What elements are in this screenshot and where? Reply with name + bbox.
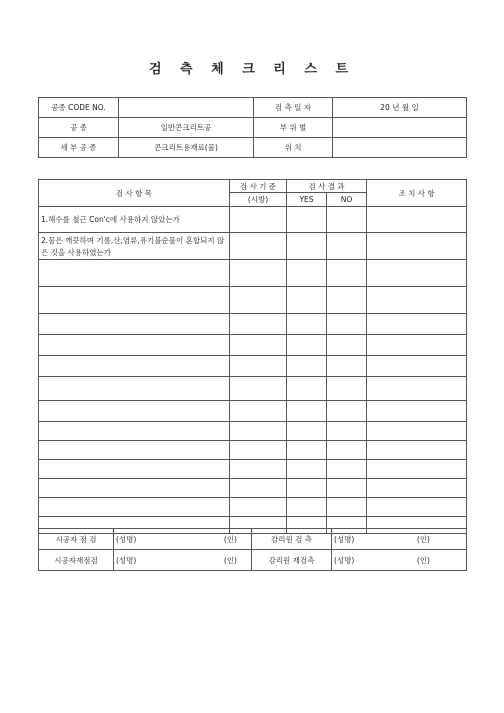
header-row-1 — [39, 180, 467, 193]
no-label: NO — [327, 193, 367, 207]
standard-cell[interactable] — [230, 260, 287, 287]
table-row — [39, 287, 467, 314]
standard-cell[interactable] — [230, 498, 287, 517]
location-value[interactable] — [333, 138, 467, 158]
table-row — [39, 422, 467, 441]
yes-label: YES — [287, 193, 327, 207]
action-cell[interactable] — [367, 233, 467, 260]
table-row — [39, 233, 467, 260]
item-text: 1.해수를 철근 Con'c에 사용하지 않았는가 — [39, 207, 230, 233]
no-cell[interactable] — [327, 207, 367, 233]
yes-cell[interactable] — [287, 233, 327, 260]
action-cell[interactable] — [367, 287, 467, 314]
item-text[interactable] — [39, 314, 230, 335]
action-cell[interactable] — [367, 441, 467, 460]
code-value[interactable] — [119, 98, 254, 118]
table-row — [39, 498, 467, 517]
item-text: 2.물은 깨끗하며 기름,산,염류,유기불순물이 혼합되지 않은 것을 사용하였는가 — [39, 233, 230, 260]
yes-cell[interactable] — [287, 260, 327, 287]
standard-cell[interactable] — [230, 356, 287, 377]
item-header: 검 사 항 목 — [39, 180, 230, 207]
standard-sub: (시방) — [230, 193, 287, 207]
no-cell[interactable] — [327, 460, 367, 479]
yes-cell[interactable] — [287, 287, 327, 314]
action-header: 조 치 사 항 — [367, 180, 467, 207]
yes-cell[interactable] — [287, 479, 327, 498]
table-row — [39, 479, 467, 498]
sign-row-1 — [39, 529, 467, 550]
contractor-check-name[interactable]: (성명) — [114, 529, 182, 550]
supervisor-check-name[interactable]: (성명) — [332, 529, 400, 550]
yes-cell[interactable] — [287, 207, 327, 233]
contractor-recheck-label: 시공자재점검 — [39, 550, 114, 571]
no-cell[interactable] — [327, 260, 367, 287]
part-label: 부 위 별 — [254, 118, 333, 138]
standard-cell[interactable] — [230, 233, 287, 260]
item-text[interactable] — [39, 377, 230, 401]
standard-cell[interactable] — [230, 441, 287, 460]
action-cell[interactable] — [367, 356, 467, 377]
no-cell[interactable] — [327, 422, 367, 441]
table-row — [39, 356, 467, 377]
no-cell[interactable] — [327, 356, 367, 377]
info-row-detail — [39, 138, 467, 158]
item-text[interactable] — [39, 441, 230, 460]
info-row-code — [39, 98, 467, 118]
table-row — [39, 460, 467, 479]
contractor-recheck-name[interactable]: (성명) — [114, 550, 182, 571]
action-cell[interactable] — [367, 401, 467, 422]
no-cell[interactable] — [327, 401, 367, 422]
date-label: 검 측 일 자 — [254, 98, 333, 118]
yes-cell[interactable] — [287, 401, 327, 422]
action-cell[interactable] — [367, 422, 467, 441]
action-cell[interactable] — [367, 479, 467, 498]
standard-cell[interactable] — [230, 207, 287, 233]
item-text[interactable] — [39, 401, 230, 422]
standard-cell[interactable] — [230, 422, 287, 441]
code-label: 공종 CODE NO. — [39, 98, 119, 118]
action-cell[interactable] — [367, 207, 467, 233]
supervisor-check-label: 감리원 검 측 — [252, 529, 332, 550]
yes-cell[interactable] — [287, 377, 327, 401]
sign-row-2 — [39, 550, 467, 571]
contractor-check-label: 시공자 점 검 — [39, 529, 114, 550]
no-cell[interactable] — [327, 441, 367, 460]
item-text[interactable] — [39, 356, 230, 377]
action-cell[interactable] — [367, 335, 467, 356]
table-row — [39, 441, 467, 460]
action-cell[interactable] — [367, 377, 467, 401]
date-value[interactable]: 20 년 월 일 — [333, 98, 467, 118]
standard-header: 검 사 기 준 — [230, 180, 287, 193]
detail-label: 세 부 공 종 — [39, 138, 119, 158]
yes-cell[interactable] — [287, 441, 327, 460]
item-text[interactable] — [39, 479, 230, 498]
yes-cell[interactable] — [287, 335, 327, 356]
table-row — [39, 377, 467, 401]
action-cell[interactable] — [367, 260, 467, 287]
supervisor-recheck-name[interactable]: (성명) — [332, 550, 400, 571]
item-text[interactable] — [39, 287, 230, 314]
standard-cell[interactable] — [230, 314, 287, 335]
no-cell[interactable] — [327, 233, 367, 260]
contractor-check-seal[interactable]: (인) — [182, 529, 252, 550]
standard-cell[interactable] — [230, 460, 287, 479]
yes-cell[interactable] — [287, 356, 327, 377]
item-text[interactable] — [39, 260, 230, 287]
yes-cell[interactable] — [287, 422, 327, 441]
no-cell[interactable] — [327, 335, 367, 356]
item-text[interactable] — [39, 422, 230, 441]
standard-cell[interactable] — [230, 287, 287, 314]
contractor-recheck-seal[interactable]: (인) — [182, 550, 252, 571]
item-text[interactable] — [39, 335, 230, 356]
info-row-work — [39, 118, 467, 138]
action-cell[interactable] — [367, 498, 467, 517]
yes-cell[interactable] — [287, 498, 327, 517]
standard-cell[interactable] — [230, 479, 287, 498]
inspection-table — [38, 179, 467, 534]
info-table — [38, 97, 467, 158]
table-row — [39, 260, 467, 287]
page-title: 검 측 체 크 리 스 트 — [148, 62, 356, 77]
action-cell[interactable] — [367, 314, 467, 335]
work-value[interactable]: 일반콘크리트공 — [119, 118, 254, 138]
result-header: 검 사 결 과 — [287, 180, 367, 193]
table-row — [39, 207, 467, 233]
item-text[interactable] — [39, 498, 230, 517]
no-cell[interactable] — [327, 287, 367, 314]
table-row — [39, 401, 467, 422]
work-label: 공 종 — [39, 118, 119, 138]
yes-cell[interactable] — [287, 314, 327, 335]
supervisor-check-seal[interactable]: (인) — [400, 529, 467, 550]
supervisor-recheck-label: 감리원 재검측 — [252, 550, 332, 571]
no-cell[interactable] — [327, 498, 367, 517]
standard-cell[interactable] — [230, 335, 287, 356]
table-row — [39, 314, 467, 335]
supervisor-recheck-seal[interactable]: (인) — [400, 550, 467, 571]
standard-cell[interactable] — [230, 401, 287, 422]
location-label: 위 치 — [254, 138, 333, 158]
detail-value[interactable]: 콘크리트용재료(물) — [119, 138, 254, 158]
yes-cell[interactable] — [287, 460, 327, 479]
standard-cell[interactable] — [230, 377, 287, 401]
no-cell[interactable] — [327, 479, 367, 498]
item-text[interactable] — [39, 460, 230, 479]
action-cell[interactable] — [367, 460, 467, 479]
part-value[interactable] — [333, 118, 467, 138]
no-cell[interactable] — [327, 314, 367, 335]
sign-table — [38, 528, 467, 571]
table-row — [39, 335, 467, 356]
no-cell[interactable] — [327, 377, 367, 401]
